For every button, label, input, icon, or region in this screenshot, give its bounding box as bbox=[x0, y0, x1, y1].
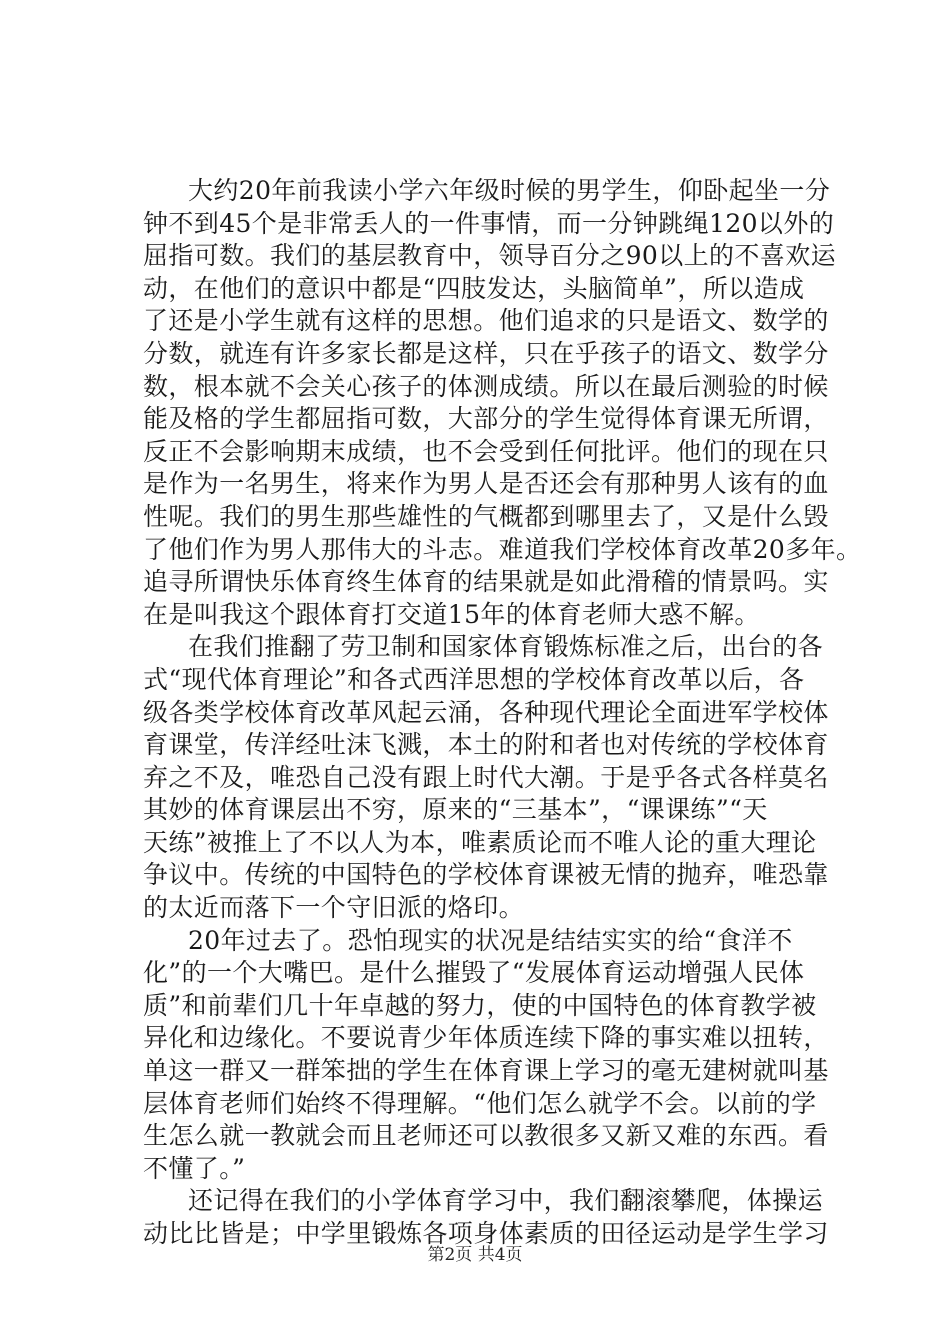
text-line: 大约20年前我读小学六年级时候的男学生，仰卧起坐一分 bbox=[188, 176, 831, 205]
text-line: 生怎么就一教就会而且老师还可以教很多又新又难的东西。看 bbox=[143, 1121, 829, 1151]
text-line: 了他们作为男人那伟大的斗志。难道我们学校体育改革20多年。 bbox=[143, 534, 862, 564]
text-line: 追寻所谓快乐体育终生体育的结果就是如此滑稽的情景吗。实 bbox=[143, 567, 829, 597]
text-line: 天练”被推上了不以人为本，唯素质论而不唯人论的重大理论 bbox=[143, 827, 817, 857]
text-line: 性呢。我们的男生那些雄性的气概都到哪里去了，又是什么毁 bbox=[143, 501, 829, 531]
text-line: 式“现代体育理论”和各式西洋思想的学校体育改革以后，各 bbox=[143, 664, 805, 694]
text-line: 20年过去了。恐怕现实的状况是结结实实的给“食洋不 bbox=[188, 925, 793, 955]
text-line: 异化和边缘化。不要说青少年体质连续下降的事实难以扭转， bbox=[143, 1023, 829, 1053]
text-line: 单这一群又一群笨拙的学生在体育课上学习的毫无建树就叫基 bbox=[143, 1056, 829, 1086]
text-line: 其妙的体育课层出不穷，原来的“三基本”，“课课练”“天 bbox=[143, 795, 768, 825]
text-line: 在我们推翻了劳卫制和国家体育锻炼标准之后，出台的各 bbox=[188, 632, 824, 662]
text-line: 争议中。传统的中国特色的学校体育课被无情的抛弃，唯恐靠 bbox=[143, 860, 829, 890]
text-line: 是作为一名男生，将来作为男人是否还会有那种男人该有的血 bbox=[143, 469, 829, 499]
text-line: 的太近而落下一个守旧派的烙印。 bbox=[143, 893, 525, 923]
page-footer: 第2页 共4页 bbox=[427, 1245, 523, 1265]
text-line: 层体育老师们始终不得理解。“他们怎么就学不会。以前的学 bbox=[143, 1088, 817, 1118]
text-line: 级各类学校体育改革风起云涌，各种现代理论全面进军学校体 bbox=[143, 697, 829, 727]
text-line: 能及格的学生都屈指可数，大部分的学生觉得体育课无所谓， bbox=[143, 404, 829, 434]
text-line: 数，根本就不会关心孩子的体测成绩。所以在最后测验的时候 bbox=[143, 371, 829, 401]
text-line: 在是叫我这个跟体育打交道15年的体育老师大惑不解。 bbox=[143, 599, 760, 629]
text-line: 化”的一个大嘴巴。是什么摧毁了“发展体育运动增强人民体 bbox=[143, 958, 805, 988]
text-line: 动比比皆是；中学里锻炼各项身体素质的田径运动是学生学习 bbox=[143, 1219, 829, 1248]
text-line: 还记得在我们的小学体育学习中，我们翻滚攀爬，体操运 bbox=[188, 1186, 824, 1216]
text-line: 了还是小学生就有这样的思想。他们追求的只是语文、数学的 bbox=[143, 306, 829, 336]
text-line: 反正不会影响期末成绩，也不会受到任何批评。他们的现在只 bbox=[143, 436, 829, 466]
body-text bbox=[143, 175, 862, 1251]
text-line: 钟不到45个是非常丢人的一件事情，而一分钟跳绳120以外的 bbox=[143, 208, 835, 238]
text-line: 质”和前辈们几十年卓越的努力，使的中国特色的体育教学被 bbox=[143, 990, 817, 1020]
text-line: 弃之不及，唯恐自己没有跟上时代大潮。于是乎各式各样莫名 bbox=[143, 762, 829, 792]
text-line: 不懂了。” bbox=[143, 1153, 246, 1183]
text-line: 屈指可数。我们的基层教育中，领导百分之90以上的不喜欢运 bbox=[143, 241, 837, 271]
text-line: 动，在他们的意识中都是“四肢发达，头脑简单”，所以造成 bbox=[143, 273, 805, 303]
text-line: 育课堂，传洋经吐沫飞溅，本土的附和者也对传统的学校体育 bbox=[143, 730, 829, 760]
text-line: 分数，就连有许多家长都是这样，只在乎孩子的语文、数学分 bbox=[143, 338, 829, 368]
